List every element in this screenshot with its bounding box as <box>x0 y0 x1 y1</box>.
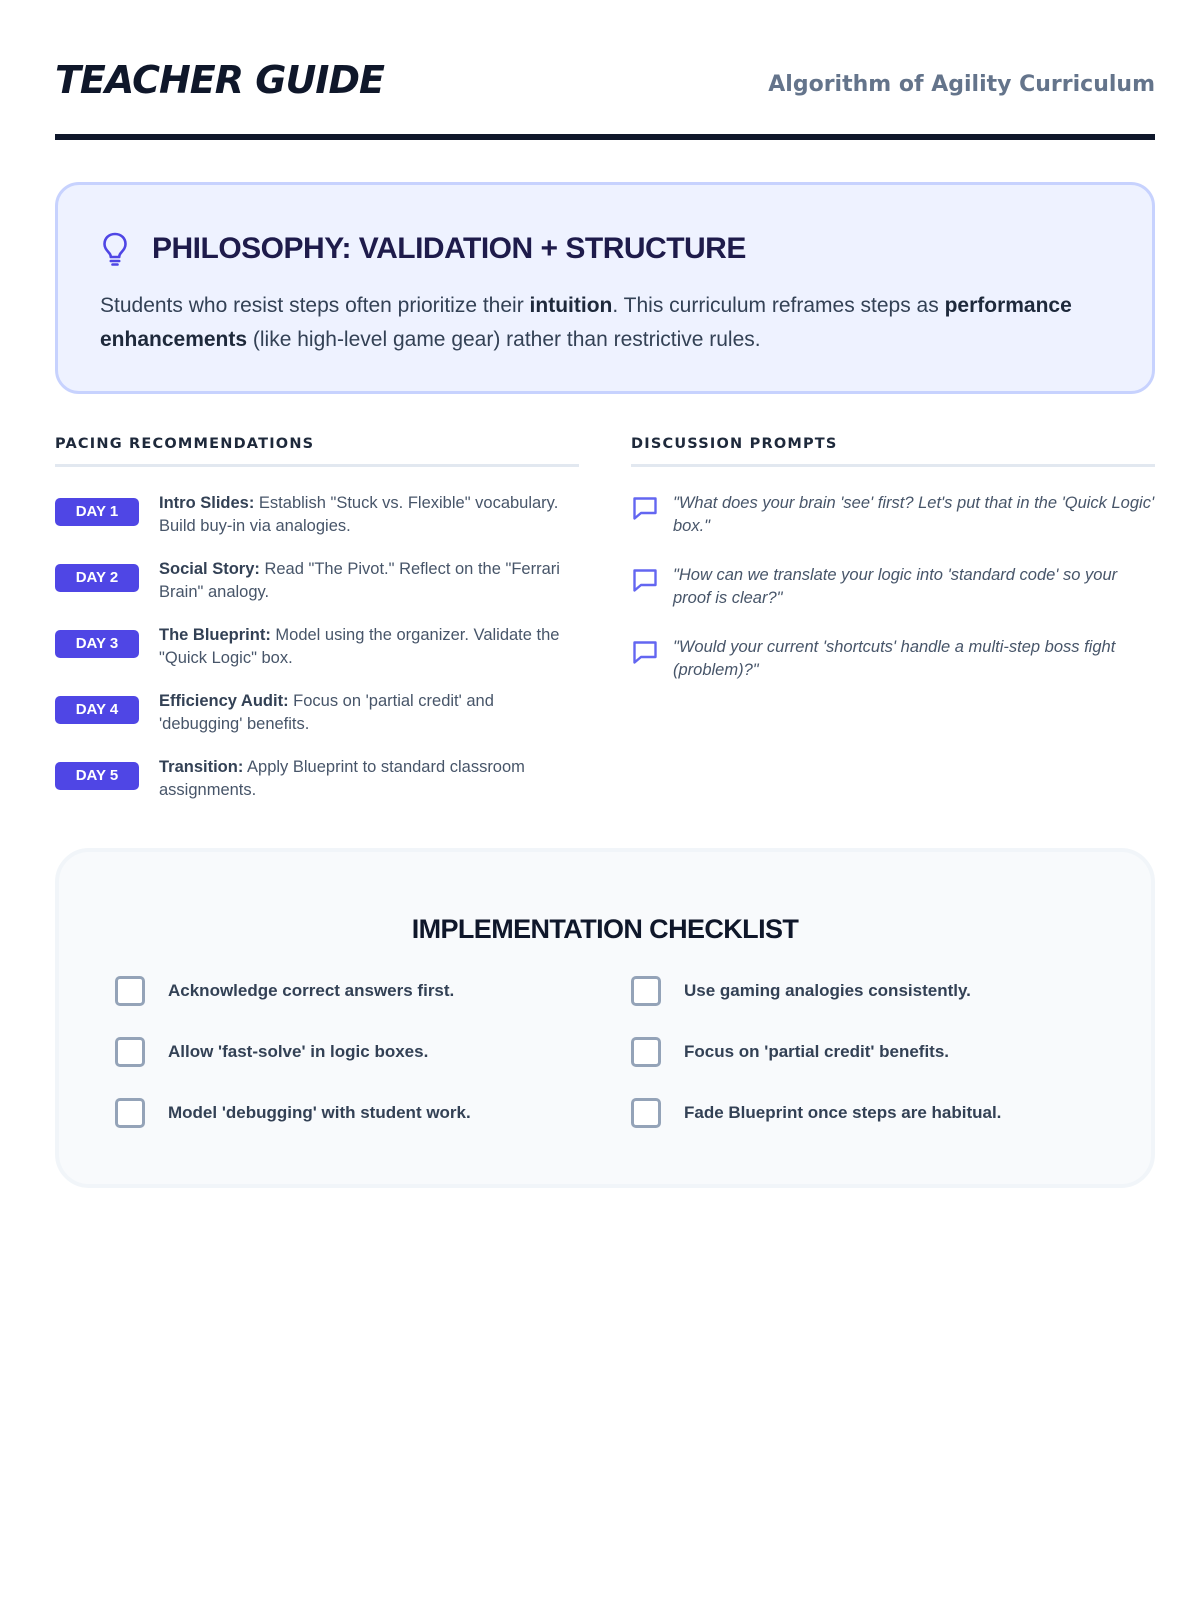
chat-bubble-icon <box>631 566 659 594</box>
checklist-label: Fade Blueprint once steps are habitual. <box>684 1103 1002 1122</box>
checklist-label: Allow 'fast-solve' in logic boxes. <box>168 1042 429 1061</box>
chat-bubble-icon <box>631 494 659 522</box>
checklist-label: Acknowledge correct answers first. <box>168 981 455 1000</box>
checkbox[interactable] <box>631 1098 661 1128</box>
checkbox[interactable] <box>115 1098 145 1128</box>
prompt-text: "Would your current 'shortcuts' handle a multi-step boss fight (problem)?" <box>673 638 1116 679</box>
pacing-section <box>55 436 579 799</box>
day-description: Efficiency Audit: Focus on 'partial credit' and 'debugging' benefits. <box>159 692 494 733</box>
checkbox[interactable] <box>115 1037 145 1067</box>
philosophy-heading <box>100 231 746 267</box>
day-description: Intro Slides: Establish "Stuck vs. Flexible" vocabulary. Build buy-in via analogies. <box>159 494 559 535</box>
checklist-item <box>115 1098 471 1128</box>
checkbox[interactable] <box>115 976 145 1006</box>
discussion-prompt <box>631 636 1155 681</box>
philosophy-title: PHILOSOPHY: VALIDATION + STRUCTURE <box>152 232 746 265</box>
discussion-heading: DISCUSSION PROMPTS <box>631 436 1155 467</box>
day-description: Social Story: Read "The Pivot." Reflect on the "Ferrari Brain" analogy. <box>159 560 560 601</box>
checklist-label: Use gaming analogies consistently. <box>684 981 971 1000</box>
day-badge: DAY 3 <box>55 630 139 658</box>
discussion-prompt <box>631 564 1155 609</box>
checklist-item <box>115 976 454 1006</box>
day-row <box>55 558 579 603</box>
day-description: Transition: Apply Blueprint to standard classroom assignments. <box>159 758 525 799</box>
implementation-checklist <box>55 848 1155 1188</box>
curriculum-subtitle: Algorithm of Agility Curriculum <box>768 72 1155 97</box>
day-badge: DAY 4 <box>55 696 139 724</box>
lightbulb-icon <box>100 231 130 267</box>
day-row <box>55 756 579 801</box>
prompt-text: "How can we translate your logic into 'standard code' so your proof is clear?" <box>673 566 1118 607</box>
discussion-section <box>631 436 1155 679</box>
teacher-guide-page <box>55 0 1155 1122</box>
page-title: TEACHER GUIDE <box>55 58 384 102</box>
day-badge: DAY 2 <box>55 564 139 592</box>
day-row <box>55 492 579 537</box>
checklist-item <box>115 1037 428 1067</box>
pacing-heading: PACING RECOMMENDATIONS <box>55 436 579 467</box>
checkbox[interactable] <box>631 976 661 1006</box>
checklist-title: IMPLEMENTATION CHECKLIST <box>411 914 799 944</box>
discussion-prompt <box>631 492 1155 537</box>
emphasis-intuition: intuition <box>529 294 613 317</box>
day-row <box>55 690 579 735</box>
day-badge: DAY 1 <box>55 498 139 526</box>
prompt-text: "What does your brain 'see' first? Let's put that in the 'Quick Logic' box." <box>673 494 1155 535</box>
checklist-item <box>631 1098 1001 1128</box>
philosophy-text: Students who resist steps often prioritize their intuition. This curriculum reframes steps as performance enhancements (like high-level game gear) rather than restrictive rules. <box>100 294 1072 351</box>
day-description: The Blueprint: Model using the organizer. Validate the "Quick Logic" box. <box>159 626 560 667</box>
chat-bubble-icon <box>631 638 659 666</box>
emphasis-performance: performance enhancements <box>100 294 1072 351</box>
header <box>55 0 1155 140</box>
day-row <box>55 624 579 669</box>
checklist-item <box>631 1037 949 1067</box>
checklist-item <box>631 976 971 1006</box>
checklist-label: Focus on 'partial credit' benefits. <box>684 1042 950 1061</box>
checklist-label: Model 'debugging' with student work. <box>168 1103 471 1122</box>
checkbox[interactable] <box>631 1037 661 1067</box>
day-badge: DAY 5 <box>55 762 139 790</box>
philosophy-card <box>55 182 1155 394</box>
